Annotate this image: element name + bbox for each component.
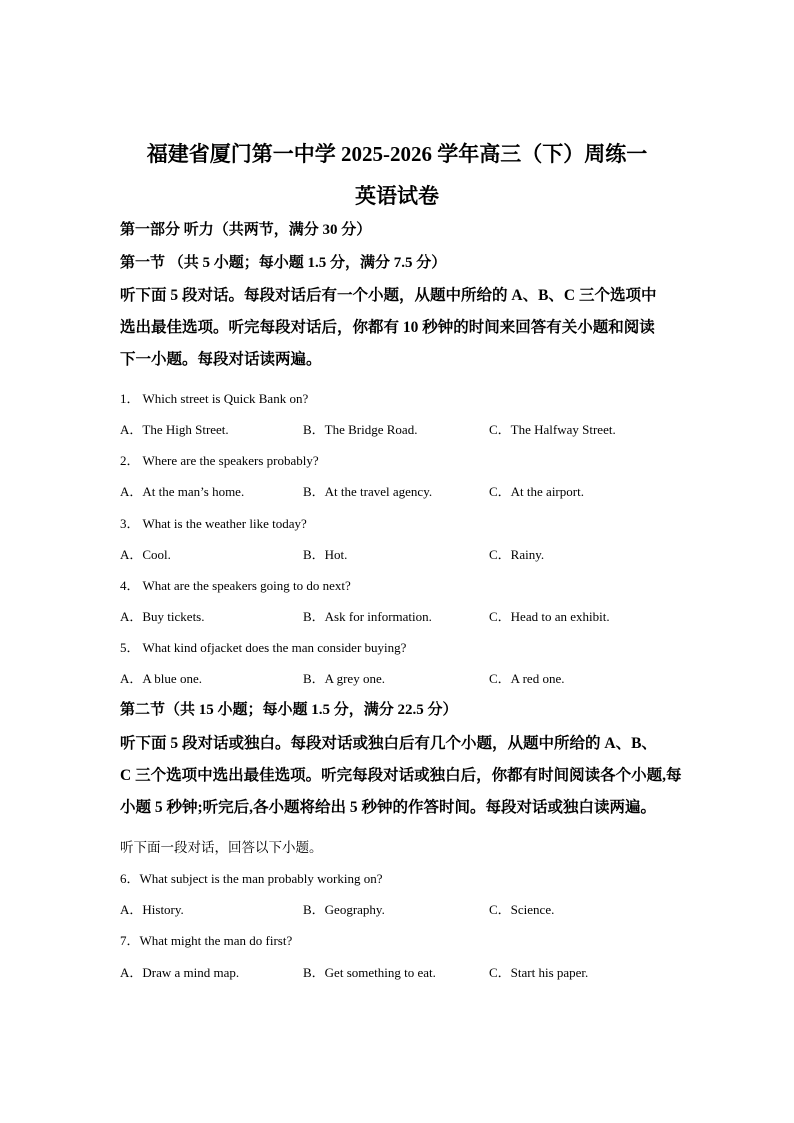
option-a: A．History. (120, 902, 184, 917)
question-stem: 7．What might the man do first? (120, 933, 293, 948)
option-c: C．Rainy. (489, 547, 545, 562)
question-stem: 3． What is the weather like today? (120, 516, 307, 531)
option-a: A．Buy tickets. (120, 609, 205, 624)
option-b: B．Ask for information. (303, 609, 432, 624)
option-c: C．Start his paper. (489, 965, 589, 980)
question-stem: 1． Which street is Quick Bank on? (120, 391, 309, 406)
option-c: C．Head to an exhibit. (489, 609, 610, 624)
section1-instruction-line: 听下面 5 段对话。每段对话后有一个小题，从题中所给的 A、B、C 三个选项中 (120, 287, 657, 304)
section1-instruction-line: 选出最佳选项。听完每段对话后，你都有 10 秒钟的时间来回答有关小题和阅读 (120, 319, 655, 336)
option-c: C．At the airport. (489, 484, 584, 499)
exam-title: 福建省厦门第一中学 2025-2026 学年高三（下）周练一 (146, 142, 648, 166)
section1-instruction-line: 下一小题。每段对话读两遍。 (120, 351, 322, 368)
option-a: A．Draw a mind map. (120, 965, 240, 980)
option-b: B．At the travel agency. (303, 484, 433, 499)
option-b: B．Geography. (303, 902, 385, 917)
section2-instruction-line: 小题 5 秒钟;听完后,各小题将给出 5 秒钟的作答时间。每段对话或独白读两遍。 (120, 799, 657, 816)
question-stem: 6．What subject is the man probably working on? (120, 871, 383, 886)
option-c: C．Science. (489, 902, 555, 917)
section2-heading: 第二节（共 15 小题；每小题 1.5 分，满分 22.5 分） (120, 702, 458, 718)
option-b: B．A grey one. (303, 671, 385, 686)
option-c: C．The Halfway Street. (489, 422, 616, 437)
option-a: A．At the man’s home. (120, 484, 245, 499)
dialogue-note: 听下面一段对话，回答以下小题。 (120, 840, 323, 855)
question-stem: 5． What kind ofjacket does the man consider buying? (120, 640, 407, 655)
option-b: B．Get something to eat. (303, 965, 436, 980)
option-c: C．A red one. (489, 671, 565, 686)
exam-subtitle: 英语试卷 (355, 184, 439, 208)
question-stem: 4． What are the speakers going to do next? (120, 578, 351, 593)
option-b: B．Hot. (303, 547, 348, 562)
section2-instruction-line: 听下面 5 段对话或独白。每段对话或独白后有几个小题，从题中所给的 A、B、 (120, 735, 657, 752)
option-a: A．The High Street. (120, 422, 229, 437)
section1-heading: 第一节 （共 5 小题；每小题 1.5 分，满分 7.5 分） (120, 255, 447, 271)
part1-heading: 第一部分 听力（共两节，满分 30 分） (120, 222, 372, 238)
question-stem: 2． Where are the speakers probably? (120, 453, 319, 468)
option-b: B．The Bridge Road. (303, 422, 418, 437)
section2-instruction-line: C 三个选项中选出最佳选项。听完每段对话或独白后，你都有时间阅读各个小题,每 (120, 767, 682, 784)
option-a: A．Cool. (120, 547, 171, 562)
option-a: A．A blue one. (120, 671, 202, 686)
